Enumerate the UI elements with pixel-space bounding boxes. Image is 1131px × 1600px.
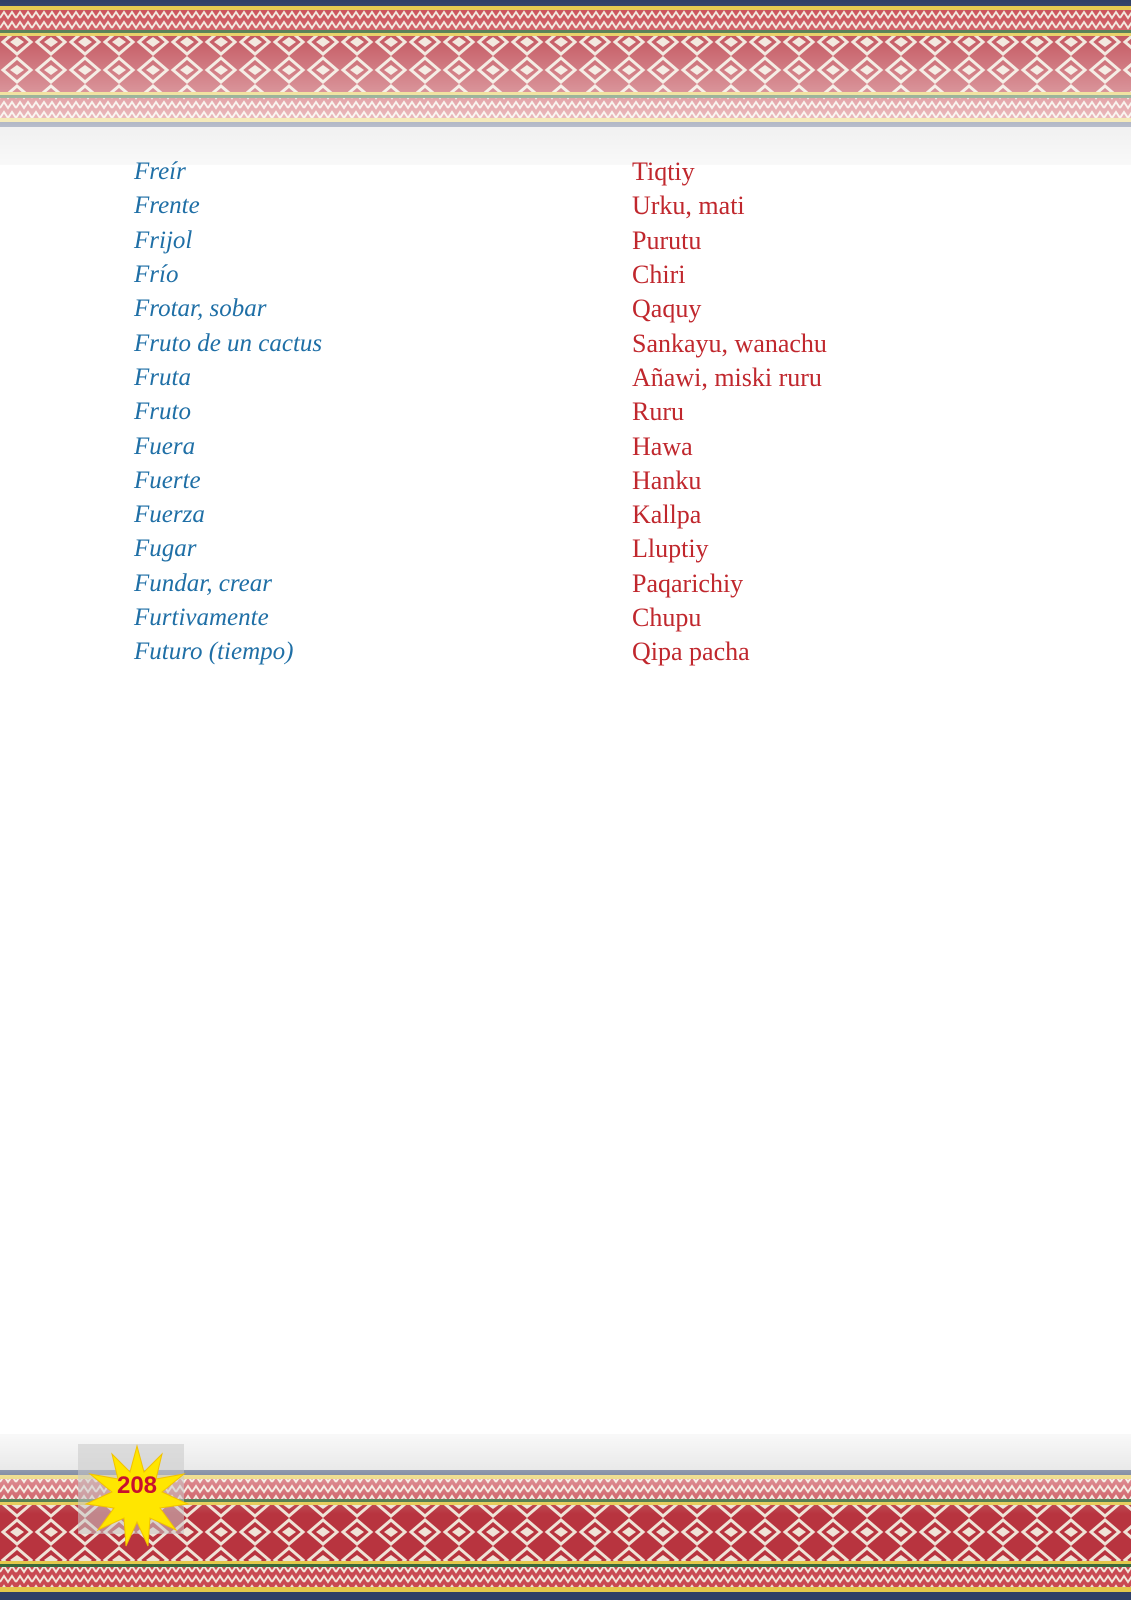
spanish-term: Frijol [134,226,193,254]
spanish-term: Fuera [134,432,196,460]
quechua-term: Tiqtiy [632,157,695,187]
vocabulary-row [134,189,994,223]
quechua-term: Qaquy [632,294,702,324]
quechua-term: Chupu [632,603,702,632]
vocabulary-row [134,395,994,429]
quechua-term: Sankayu, wanachu [632,328,827,358]
spanish-term: Frotar, sobar [134,295,267,323]
quechua-term: Añawi, miski ruru [632,362,822,392]
vocabulary-row [134,567,994,601]
vocabulary-row [134,635,994,669]
quechua-term: Lluptiy [632,534,709,564]
quechua-term: Qipa pacha [632,637,750,667]
spanish-term: Freír [134,158,186,186]
vocabulary-row [134,155,994,189]
quechua-term: Urku, mati [632,191,745,221]
vocabulary-row [134,601,994,635]
quechua-term: Hawa [632,431,693,461]
spanish-term: Fuerte [134,466,201,494]
page-number: 208 [116,1472,158,1499]
vocabulary-row [134,429,994,463]
spanish-term: Fruto de un cactus [134,329,323,357]
textile-pattern-top [0,0,1131,165]
quechua-term: Ruru [632,397,684,427]
spanish-term: Fugar [134,535,197,563]
vocabulary-row [134,361,994,395]
quechua-term: Kallpa [632,500,702,530]
spanish-term: Furtivamente [134,604,269,631]
spanish-term: Fruto [134,398,191,426]
spanish-term: Futuro (tiempo) [134,638,294,666]
vocabulary-list [134,155,994,669]
vocabulary-row [134,292,994,326]
header-textile-band [0,0,1131,165]
spanish-term: Fruta [134,363,191,391]
page-number-badge [78,1444,184,1548]
quechua-term: Chiri [632,260,686,290]
spanish-term: Fuerza [134,501,205,529]
spanish-term: Frente [134,192,200,220]
vocabulary-row [134,224,994,258]
vocabulary-row [134,464,994,498]
vocabulary-row [134,326,994,360]
spanish-term: Fundar, crear [134,569,272,597]
vocabulary-row [134,258,994,292]
quechua-term: Paqarichiy [632,568,744,598]
vocabulary-row [134,532,994,566]
quechua-term: Hanku [632,465,702,495]
spanish-term: Frío [134,261,179,289]
vocabulary-row [134,498,994,532]
quechua-term: Purutu [632,225,702,255]
